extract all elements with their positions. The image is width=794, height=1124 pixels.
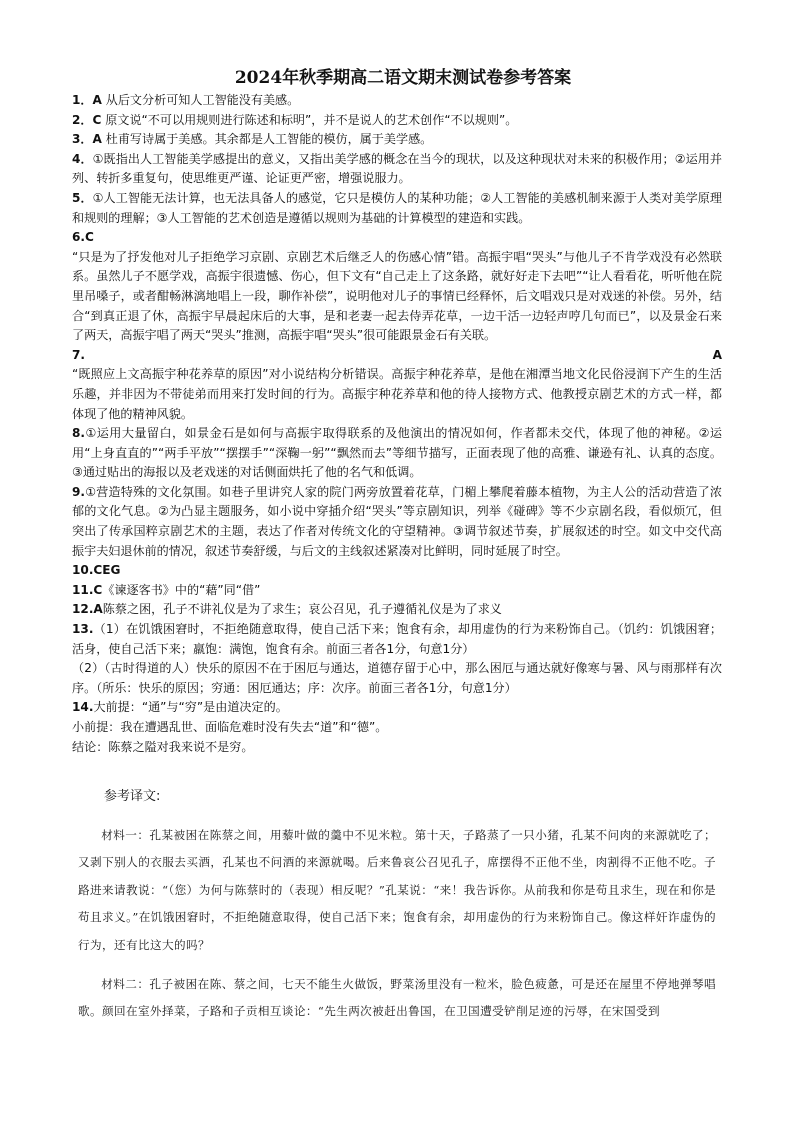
answer-14-major-premise: 14.大前提：“通”与“穷”是由道决定的。 xyxy=(72,700,288,715)
answer-13-part-1: 13.（1）在饥饿困窘时，不拒绝随意取得，使自己活下来；饱食有余，却用虚伪的行为来粉饰自己。（饥约：饥饿困窘；活身，使自己活下来；羸饱：满饱，饱食有余。前面三者各1分，句意1分） xyxy=(72,622,722,656)
reference-translation-label: 参考译文: xyxy=(104,789,161,804)
answer-4: 4．①既指出人工智能美学感提出的意义，又指出美学感的概念在当今的现状，以及这种现状对未来的积极作用；②运用并列、转折多重复句，使思维更严谨、论证更严密，增强说服力。 xyxy=(72,151,723,186)
translation-material-1: 材料一：孔某被困在陈蔡之间，用藜叶做的羹中不见米粒。第十天，子路蒸了一只小猪，孔某不问肉的来源就吃了；又剥下别人的衣服去买酒，孔某也不问酒的来源就喝。后来鲁哀公召见孔子，席摆得不正他不坐，肉割得不正他不吃。子路进来请教说：“（您）为何与陈蔡时的（表现）相反呢？”孔某说：“来！我告诉你。从前我和你是苟且求生，现在和你是苟且求义。”在饥饿困窘时，不拒绝随意取得，使自己活下来；饱食有余，却用虚伪的行为来粉饰自己。像这样奸诈虚伪的行为，还有比这大的吗？ xyxy=(78,828,716,952)
answer-3: 3．A 杜甫写诗属于美感。其余都是人工智能的模仿，属于美学感。 xyxy=(72,132,433,147)
answer-14-conclusion: 结论：陈蔡之隘对我来说不是穷。 xyxy=(72,739,254,754)
reference-translation xyxy=(78,822,716,1026)
answer-7-label: 7. A xyxy=(72,347,722,362)
answer-2: 2．C 原文说“不可以用规则进行陈述和标明”，并不是说人的艺术创作“不以规则”。 xyxy=(72,112,518,127)
answer-11: 11.C《谏逐客书》中的“藉”同“借” xyxy=(72,582,261,597)
answer-5: 5．①人工智能无法计算，也无法具备人的感觉，它只是模仿人的某种功能；②人工智能的美感机制来源于人类对美学原理和规则的理解；③人工智能的艺术创造是遵循以规则为基础的计算模型的建造和实践。 xyxy=(72,190,723,225)
answer-6-explanation: “只是为了抒发他对儿子拒绝学习京剧、京剧艺术后继乏人的伤感心情”错。高振宇唱“哭头”与他儿子不肯学戏没有必然联系。虽然儿子不愿学戏，高振宇很遗憾、伤心，但下文有“自己走上了这条路，就好好走下去吧”“让人看看花，听听他在院里吊嗓子，或者酣畅淋漓地唱上一段，聊作补偿”，说明他对儿子的事情已经释怀，后文唱戏只是对戏迷的补偿。另外，结合“到真正退了休，高振宇早晨起床后的大事，是和老妻一起去侍弄花草，一边干活一边轻声哼几句而已”，以及景金石来了两天，高振宇唱了两天“哭头”推测，高振宇唱“哭头”很可能跟景金石有关联。 xyxy=(72,249,722,343)
answer-7-explanation: “既照应上文高振宇种花养草的原因”对小说结构分析错误。高振宇种花养草，是他在湘潭当地文化民俗浸润下产生的生活乐趣，并非因为不带徒弟而用来打发时间的行为。高振宇种花养草和他的待人接物方式、他教授京剧艺术的方式一样，都体现了他的精神风貌。 xyxy=(72,367,722,421)
answer-8: 8.①运用大量留白，如景金石是如何与高振宇取得联系的及他演出的情况如何，作者都未交代，体现了他的神秘。②运用“上身直直的”“两手平放”“摆摆手”“深鞠一躬”“飘然而去”等细节描写，正面表现了他的高雅、谦逊有礼、认真的态度。③通过贴出的海报以及老戏迷的对话侧面烘托了他的名气和低调。 xyxy=(72,426,722,480)
answer-key xyxy=(72,66,722,757)
answer-10: 10.CEG xyxy=(72,563,121,578)
answer-1: 1．A 从后文分析可知人工智能没有美感。 xyxy=(72,93,300,107)
document-title: 2024年秋季期高二语文期末测试卷参考答案 xyxy=(234,68,572,88)
answer-6-label: 6.C xyxy=(72,230,94,245)
answer-13-part-2: （2）（古时得道的人）快乐的原因不在于困厄与通达，道德存留于心中，那么困厄与通达就好像寒与暑、风与雨那样有次序。（所乐：快乐的原因；穷通：困厄通达；序：次序。前面三者各1分，句意1分） xyxy=(72,661,722,695)
translation-material-2: 材料二：孔子被困在陈、蔡之间，七天不能生火做饭，野菜汤里没有一粒米，脸色疲惫，可是还在屋里不停地弹琴唱歌。颜回在室外择菜，子路和子贡相互谈论：“先生两次被赶出鲁国，在卫国遭受铲削足迹的污辱，在宋国受到 xyxy=(78,977,716,1019)
answer-14-minor-premise: 小前提：我在遭遇乱世、面临危难时没有失去“道”和“德”。 xyxy=(72,720,388,734)
answer-9: 9.①营造特殊的文化氛围。如巷子里讲究人家的院门两旁放置着花草，门楣上攀爬着藤本植物，为主人公的活动营造了浓郁的文化气息。②为凸显主题服务，如小说中穿插介绍“哭头”等京剧知识，列举《碰碑》等不少京剧名段，看似烦冗，但突出了传承国粹京剧艺术的主题，表达了作者对传统文化的守望精神。③调节叙述节奏，扩展叙述的时空。如文中交代高振宇夫妇退休前的情况，叙述节奏舒缓，与后文的主线叙述紧凑对比鲜明，同时延展了时空。 xyxy=(72,484,722,558)
answer-12: 12.A陈蔡之困，孔子不讲礼仪是为了求生；哀公召见，孔子遵循礼仪是为了求义 xyxy=(72,602,502,617)
